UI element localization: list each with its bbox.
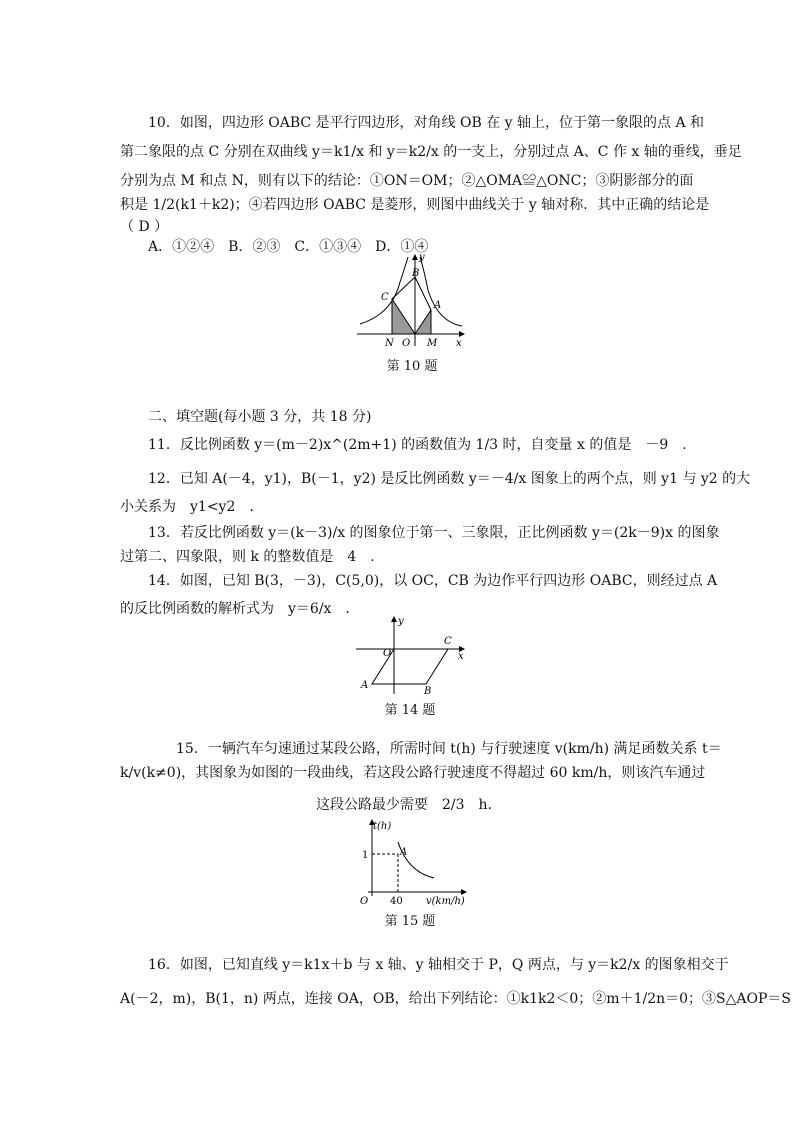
lbl-M: M bbox=[427, 338, 438, 348]
q10-line-4: 积是 1/2(k1＋k2)；④若四边形 OABC 是菱形，则图中曲线关于 y 轴对称．其中正确的结论是 bbox=[120, 197, 710, 213]
q11: 11．反比例函数 y＝(m－2)x^(2m+1) 的函数值为 1/3 时，自变量 x 的值是 －9 . bbox=[148, 437, 687, 453]
lbl-A: A bbox=[361, 680, 369, 691]
lbl-B: B bbox=[412, 268, 420, 279]
q10-line-3: 分别为点 M 和点 N，则有以下的结论：①ON＝OM；②△OMA≌△ONC；③阴影部分的面 bbox=[120, 173, 694, 189]
q14-caption: 第 14 题 bbox=[384, 703, 436, 718]
lbl-N: N bbox=[385, 338, 394, 348]
q14-line-2: 的反比例函数的解析式为 y＝6/x . bbox=[120, 601, 350, 617]
lbl-A: A bbox=[434, 300, 442, 311]
q14-figure bbox=[354, 614, 466, 696]
lbl-y: y bbox=[419, 252, 425, 263]
q12-line-2: 小关系为 y1<y2 . bbox=[120, 499, 254, 515]
lbl-O: O bbox=[383, 648, 392, 659]
q10-figure bbox=[352, 252, 472, 348]
lbl-B: B bbox=[424, 686, 432, 696]
q16-line-1: 16．如图，已知直线 y＝k1x＋b 与 x 轴、y 轴相交于 P，Q 两点，与 y＝k2/x 的图象相交于 bbox=[148, 957, 729, 973]
q15-figure bbox=[354, 814, 470, 910]
lbl-C: C bbox=[381, 292, 389, 303]
q10-line-2: 第二象限的点 C 分别在双曲线 y＝k1/x 和 y＝k2/x 的一支上，分别过点 A、C 作 x 轴的垂线，垂足 bbox=[120, 144, 742, 160]
q10-line-5: （ D ） bbox=[120, 219, 169, 235]
curve-right bbox=[420, 257, 462, 326]
lbl-v: v(km/h) bbox=[426, 896, 465, 907]
lbl-C: C bbox=[444, 636, 452, 647]
q13-line-2: 过第二、四象限，则 k 的整数值是 4 . bbox=[120, 549, 375, 565]
q15-line-2: k/v(k≠0)，其图象为如图的一段曲线，若这段公路行驶速度不得超过 60 km/h，则该汽车通过 bbox=[120, 765, 706, 781]
lbl-one: 1 bbox=[362, 850, 369, 861]
lbl-O: O bbox=[360, 896, 369, 907]
lbl-O: O bbox=[402, 338, 411, 348]
q14-line-1: 14．如图，已知 B(3，－3)，C(5,0)，以 OC，CB 为边作平行四边形 OABC，则经过点 A bbox=[148, 573, 718, 589]
q12-line-1: 12．已知 A(－4，y1)，B(－1，y2) 是反比例函数 y＝－4/x 图象上的两个点，则 y1 与 y2 的大 bbox=[148, 471, 751, 487]
q15-line-3: 这段公路最少需要 2/3 h. bbox=[316, 797, 492, 813]
section-2-heading: 二、填空题(每小题 3 分，共 18 分) bbox=[148, 409, 372, 425]
lbl-y: y bbox=[398, 616, 404, 627]
q10-options: A．①②④ B．②③ C．①③④ D．①④ bbox=[148, 239, 429, 255]
lbl-t: t(h) bbox=[373, 821, 392, 832]
lbl-x: x bbox=[456, 338, 462, 348]
q15-caption: 第 15 题 bbox=[384, 914, 436, 929]
q10-caption: 第 10 题 bbox=[386, 359, 438, 374]
q15-line-1: 15．一辆汽车匀速通过某段公路，所需时间 t(h) 与行驶速度 v(km/h) 满足函数关系 t＝ bbox=[176, 741, 722, 757]
lbl-x: x bbox=[458, 651, 464, 662]
q13-line-1: 13．若反比例函数 y＝(k－3)/x 的图象位于第一、三象限，正比例函数 y＝(2k－9)x 的图象 bbox=[148, 525, 720, 541]
q10-line-1: 10．如图，四边形 OABC 是平行四边形，对角线 OB 在 y 轴上，位于第一象限的点 A 和 bbox=[148, 115, 705, 131]
lbl-forty: 40 bbox=[390, 896, 403, 907]
lbl-A: A bbox=[400, 847, 408, 858]
q16-line-2: A(－2，m)，B(1，n) 两点，连接 OA，OB，给出下列结论：①k1k2＜0；②m＋1/2n＝0；③S△AOP＝S bbox=[120, 991, 791, 1007]
